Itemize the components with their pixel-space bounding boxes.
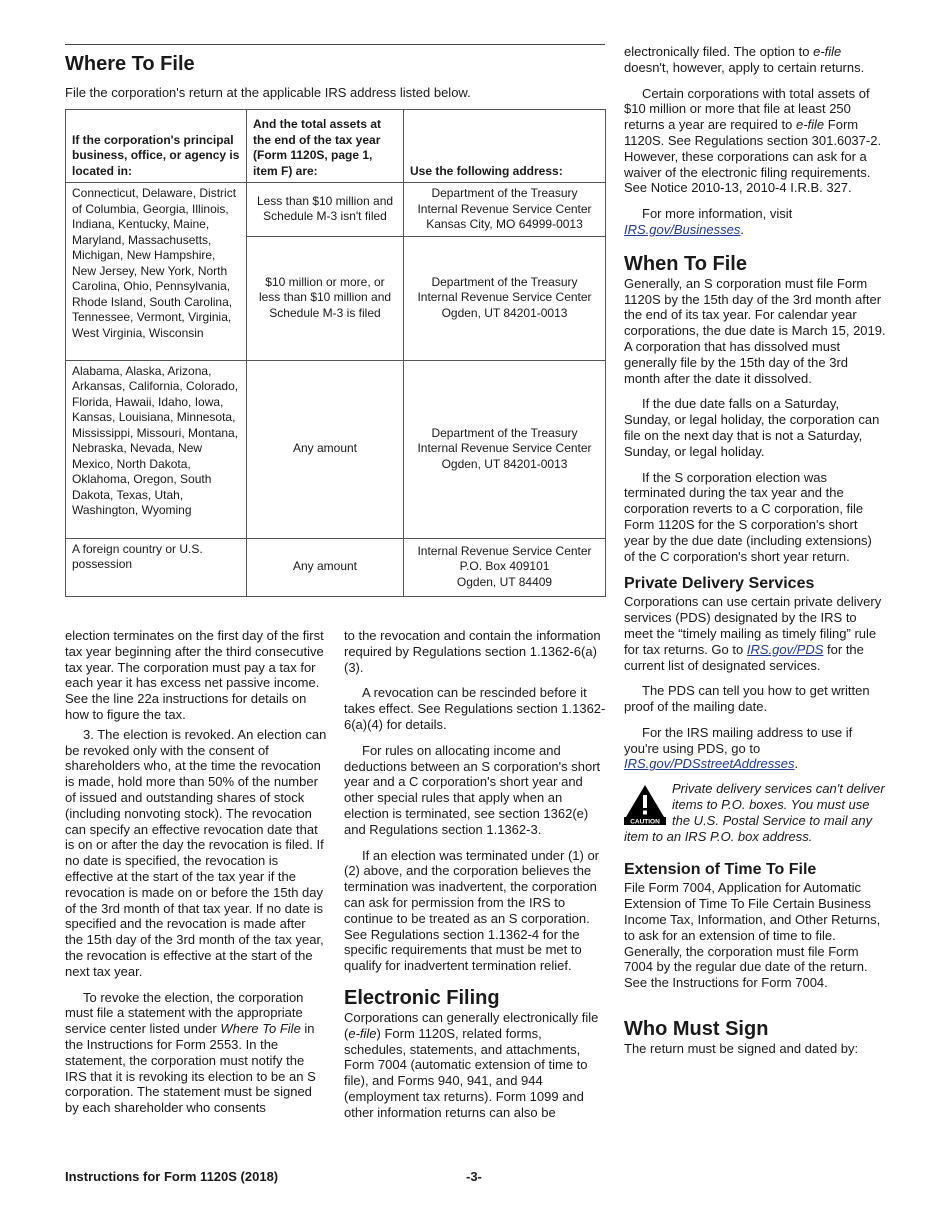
address-line: Internal Revenue Service Center [417, 290, 592, 305]
text-run: Corporations can use certain private delivery services (PDS) designated by the IRS to meet the “timely mailing as timely filing” rule for tax returns. Go to [624, 594, 882, 657]
where-to-file-intro: File the corporation's return at the applicable IRS address listed below. [65, 85, 471, 100]
table-cell-address [404, 538, 606, 596]
text-run-italic: Where To File [220, 1021, 301, 1037]
address-line: Ogden, UT 84409 [456, 574, 553, 589]
address-line: Ogden, UT 84201-0013 [441, 456, 568, 471]
table-cell-assets: Any amount [247, 538, 404, 596]
table-cell-address [404, 360, 606, 538]
table-cell-states-west: Alabama, Alaska, Arizona, Arkansas, California, Colorado, Florida, Hawaii, Idaho, Iowa, Kansas, Louisiana, Minnesota, Mississippi, Missouri, Montana, Nebraska, Nevada, New Mexico, North Dakota, Oklahoma, Oregon, South Dakota, Texas, Utah, Washington, Wyoming [66, 360, 247, 538]
address-line: Ogden, UT 84201-0013 [441, 305, 568, 320]
middle-paragraph [344, 1010, 606, 1121]
right-paragraph [624, 44, 886, 76]
address-line: Internal Revenue Service Center [417, 201, 592, 216]
text-run-italic: e-file [813, 44, 842, 59]
electronic-filing-heading: Electronic Filing [344, 986, 500, 1009]
table-header-address: Use the following address: [404, 110, 606, 183]
when-to-file-heading: When To File [624, 252, 747, 275]
right-paragraph: File Form 7004, Application for Automatic Extension of Time To File Certain Business Income Tax, Information, and Other Returns, to ask for an extension of time to file. Generally, the corporation must file Form 7004 by the regular due date of the return. See the Instructions for Form 7004. [624, 880, 881, 991]
left-column [65, 628, 327, 1116]
right-paragraph: The PDS can tell you how to get written proof of the mailing date. [624, 683, 870, 715]
right-paragraph [624, 86, 886, 197]
who-must-sign-heading: Who Must Sign [624, 1018, 769, 1041]
extension-heading: Extension of Time To File [624, 861, 817, 879]
text-run-italic: e-file [348, 1025, 377, 1041]
caution-text: Private delivery services can't deliver items to P.O. boxes. You must use the U.S. Postal Service to mail any item to an IRS P.O. box address. [624, 781, 885, 844]
table-header-assets: And the total assets at the end of the tax year (Form 1120S, page 1, item F) are: [247, 110, 404, 183]
text-run: Corporations can generally electronically file ( [344, 1009, 599, 1041]
text-run: electronically filed. The option to [624, 44, 814, 59]
text-run: To revoke the election, the corporation must file a statement with the appropriate service center listed under [65, 989, 304, 1037]
caution-icon [624, 783, 666, 825]
footer-title: Instructions for Form 1120S (2018) [65, 1169, 279, 1184]
left-paragraph [65, 990, 327, 1116]
left-paragraph: election terminates on the first day of the first tax year beginning after the third consecutive tax year. The corporation must pay a tax for each year it has excess net passive income. See the line 22a instructions for details on how to figure the tax. [65, 628, 324, 722]
text-run: For more information, visit [642, 206, 793, 222]
text-run: Certain corporations with total assets of $10 million or more that file at least 250 returns a year are required to [624, 85, 870, 133]
right-paragraph: The return must be signed and dated by: [624, 1041, 859, 1057]
middle-column [344, 628, 606, 1121]
address-line: Department of the Treasury [431, 274, 578, 289]
right-paragraph [624, 725, 886, 772]
text-run: doesn't, however, apply to certain returns. [624, 59, 865, 75]
text-run: . [740, 221, 744, 237]
right-paragraph: If the due date falls on a Saturday, Sunday, or legal holiday, the corporation can file on the next day that is not a Saturday, Sunday, or legal holiday. [624, 396, 880, 459]
address-line: Department of the Treasury [431, 186, 578, 200]
text-run: For the IRS mailing address to use if you're using PDS, go to [624, 724, 853, 756]
table-cell-assets: $10 million or more, or less than $10 million and Schedule M-3 is filed [247, 236, 404, 360]
irs-pds-street-addresses-link[interactable]: IRS.gov/PDSstreetAddresses [624, 756, 795, 772]
text-run: ) Form 1120S, related forms, schedules, statements, and attachments, Form 7004 (automatic extension of time to file), and Forms 940, 941, and 944 (employment tax returns). Form 1099 and other information returns can also be [344, 1025, 588, 1120]
private-delivery-services-heading: Private Delivery Services [624, 575, 815, 593]
text-run-italic: e-file [795, 117, 825, 133]
irs-pds-link[interactable]: IRS.gov/PDS [746, 641, 824, 657]
text-run: in the Instructions for Form 2553. In the statement, the corporation must notify the IRS that it is revoking its election to be an S corporation. The statement must be signed by each shareholder who consents [65, 1021, 316, 1116]
address-line: P.O. Box 409101 [459, 559, 550, 574]
text-run: for the current list of designated services. [624, 641, 864, 673]
text-run: Form 1120S. See Regulations section 301.6037-2. However, these corporations can ask for a waiver of the electronic filing requirements. See Notice 2010-13, 2010-4 I.R.B. 327. [624, 117, 882, 196]
table-cell-states-east: Connecticut, Delaware, District of Columbia, Georgia, Illinois, Indiana, Kentucky, Maine, Maryland, Massachusetts, Michigan, New Hampshire, New Jersey, New York, North Carolina, Ohio, Pennsylvania, Rhode Island, South Carolina, Tennessee, Vermont, Virginia, West Virginia, Wisconsin [66, 183, 247, 361]
where-to-file-heading: Where To File [65, 53, 195, 75]
caution-label: CAUTION [630, 818, 660, 826]
right-paragraph [624, 594, 886, 673]
table-cell-states-foreign: A foreign country or U.S. possession [66, 538, 247, 596]
table-cell-assets: Any amount [247, 360, 404, 538]
left-paragraph: 3. The election is revoked. An election can be revoked only with the consent of shareholders who, at the time the revocation is made, hold more than 50% of the number of issued and outstanding shares of stock (including nonvoting stock). The revocation can specify an effective revocation date that is on or after the day the revocation is filed. If no date is specified, the revocation is effective at the start of the tax year if the revocation is made on or before the 15th day of the 3rd month of that tax year. If no date is specified and the revocation is made after the 15th day of the 3rd month of the tax year, the revocation is effective at the start of the next tax year. [65, 726, 327, 979]
table-cell-assets: Less than $10 million and Schedule M-3 isn't filed [247, 183, 404, 237]
middle-paragraph: A revocation can be rescinded before it takes effect. See Regulations section 1.1362-6(a)(4) for details. [344, 685, 606, 732]
table-cell-address [404, 236, 606, 360]
middle-paragraph: If an election was terminated under (1) or (2) above, and the corporation believes the termination was inadvertent, the corporation can ask for permission from the IRS to continue to be treated as an S corporation. See Regulations section 1.1362-4 for the specific requirements that must be met to qualify for inadvertent termination relief. [344, 847, 600, 974]
table-cell-address [404, 183, 606, 237]
address-line: Internal Revenue Service Center [417, 441, 592, 456]
text-run: . [794, 756, 799, 772]
caution-note [624, 781, 886, 844]
irs-businesses-link[interactable]: IRS.gov/Businesses [624, 221, 741, 237]
middle-paragraph: For rules on allocating income and deductions between an S corporation's short year and a C corporation's short year and other special rules that apply when an election is terminated, see section 1362(e) and Regulations section 1.1362-3. [344, 742, 601, 837]
right-column [624, 44, 886, 1057]
right-paragraph [624, 206, 886, 238]
table-header-location: If the corporation's principal business, office, or agency is located in: [66, 110, 247, 183]
middle-paragraph: to the revocation and contain the information required by Regulations section 1.1362-6(a)(3). [344, 628, 601, 675]
irs-address-table [65, 109, 606, 597]
right-paragraph: If the S corporation election was terminated during the tax year and the corporation reverts to a C corporation, file Form 1120S for the S corporation's short year by the due date (including extensions) of the C corporation's short year return. [624, 469, 872, 564]
address-line: Kansas City, MO 64999-0013 [426, 217, 583, 231]
page-number: -3- [466, 1169, 482, 1184]
right-paragraph: Generally, an S corporation must file Form 1120S by the 15th day of the 3rd month after the end of its tax year. For calendar year corporations, the due date is March 15, 2019. A corporation that has dissolved must generally file by the 15th day of the 3rd month after the date it dissolved. [624, 275, 886, 386]
top-rule [65, 44, 605, 45]
address-line: Department of the Treasury [431, 425, 578, 440]
address-line: Internal Revenue Service Center [417, 543, 592, 558]
